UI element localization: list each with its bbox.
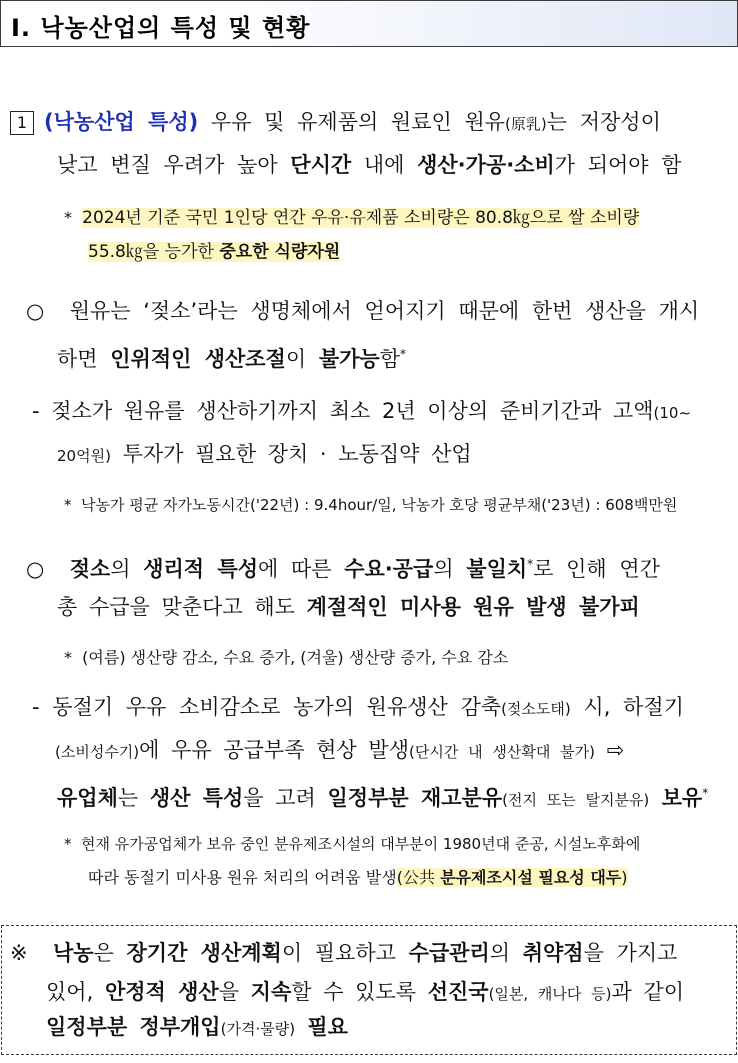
- bullet-2-line-2: 총 수급을 맞춘다고 해도 계절적인 미사용 원유 발생 불가피: [57, 595, 640, 619]
- dash-2-note-line-2: 따라 동절기 미사용 원유 처리의 어려움 발생(公共 분유제조시설 필요성 대두): [88, 868, 628, 887]
- dash-2-line-3: 유업체는 생산 특성을 고려 일정부분 재고분유(전지 또는 탈지분유) 보유*: [57, 786, 709, 810]
- bullet-2-line-1: ○ 젖소의 생리적 특성에 따른 수요·공급의 불일치*로 인해 연간: [26, 557, 660, 581]
- callout-line-3: 일정부분 정부개입(가격·물량) 필요: [46, 1015, 348, 1039]
- section-header: [0, 0, 738, 47]
- dash-1-line-2: 20억원) 투자가 필요한 장치 · 노동집약 산업: [57, 442, 472, 466]
- paragraph-1-note: * 2024년 기준 국민 1인당 연간 우유·유제품 소비량은 80.8㎏으로 쌀 소비량: [64, 208, 640, 228]
- bullet-1-line-2: 하면 인위적인 생산조절이 불가능함*: [57, 347, 406, 371]
- dash-1-line-1: - 젖소가 원유를 생산하기까지 최소 2년 이상의 준비기간과 고액(10∼: [32, 399, 692, 423]
- dash-2-note: * 현재 유가공업체가 보유 중인 분유제조시설의 대부분이 1980년대 준공, 시설노후화에: [64, 835, 641, 853]
- callout-line-1: ※ 낙농은 장기간 생산계획이 필요하고 수급관리의 취약점을 가지고: [10, 941, 678, 965]
- bullet-2-note: * (여름) 생산량 감소, 수요 증가, (겨울) 생산량 증가, 수요 감소: [64, 648, 509, 667]
- paragraph-1-line-2: 낮고 변질 우려가 높아 단시간 내에 생산·가공·소비가 되어야 함: [57, 153, 682, 177]
- reference-mark: ※: [10, 941, 28, 965]
- dash-2-line-1: - 동절기 우유 소비감소로 농가의 원유생산 감축(젖소도태) 시, 하절기: [32, 695, 684, 719]
- callout-line-2: 있어, 안정적 생산을 지속할 수 있도록 선진국(일본, 캐나다 등)과 같이: [46, 980, 685, 1004]
- section-title: Ⅰ. 낙농산업의 특성 및 현황: [11, 14, 311, 42]
- item-number-box: 1: [10, 111, 34, 135]
- paragraph-1-line-1: 1 (낙농산업 특성) 우유 및 유제품의 원료인 원유(原乳)는 저장성이: [10, 107, 661, 139]
- paragraph-1-note-line-2: 55.8㎏을 능가한 중요한 식량자원: [88, 242, 341, 262]
- topic-label: (낙농산업 특성): [44, 110, 199, 134]
- dash-2-line-2: (소비성수기)에 우유 공급부족 현상 발생(단시간 내 생산확대 불가) ⇨: [55, 738, 625, 762]
- bullet-1-line-1: ○ 원유는 ‘젖소’라는 생명체에서 얻어지기 때문에 한번 생산을 개시: [26, 299, 700, 323]
- right-arrow-icon: ⇨: [594, 738, 625, 762]
- dash-1-note: * 낙농가 평균 자가노동시간('22년) : 9.4hour/일, 낙농가 호당 평균부채('23년) : 608백만원: [64, 496, 678, 514]
